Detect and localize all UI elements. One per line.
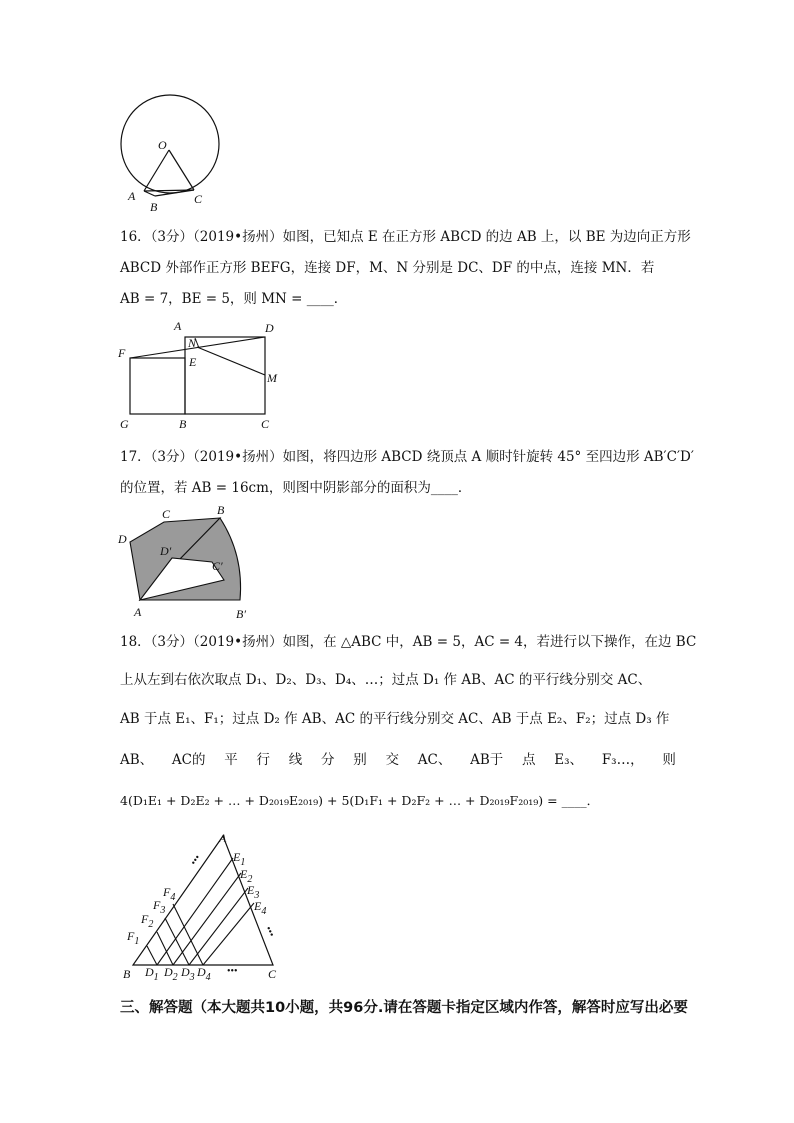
word: 分 [321, 752, 335, 768]
label-a: A [219, 831, 227, 845]
label-d4: $D_4$ [197, 965, 211, 983]
label-d: D [265, 321, 274, 335]
label-c: C [261, 417, 270, 430]
word: 交 [385, 752, 400, 768]
label-e4: $E_4$ [254, 899, 267, 917]
segment-d1f1 [147, 946, 157, 965]
q18-line3: AB 于点 E₁、F₁；过点 D₂ 作 AB、AC 的平行线分别交 AC、AB 于点 E₂、F₂；过点 D₃ 作 [120, 711, 670, 727]
word: AB、 [120, 752, 154, 768]
label-a: A [174, 320, 182, 333]
label-c: C [194, 192, 203, 206]
segment-d4f4 [173, 904, 203, 965]
label-g: G [120, 417, 129, 430]
circle-o [121, 95, 219, 193]
label-d3: $D_3$ [181, 965, 195, 983]
label-b: B [123, 967, 131, 981]
label-d1: $D_1$ [145, 965, 159, 983]
q17-line1: 17．（3分）（2019•扬州）如图，将四边形 ABCD 绕顶点 A 顺时针旋转 45° 至四边形 AB′C′D′ [120, 449, 694, 465]
word: 线 [288, 752, 303, 768]
figure-rotation [112, 500, 262, 625]
label-f3: $F_3$ [153, 898, 166, 916]
q18-line5: 4(D₁E₁ + D₂E₂ + … + D₂₀₁₉E₂₀₁₉) + 5(D₁F₁ + D₂F₂ + … + D₂₀₁₉F₂₀₁₉) = ____． [120, 793, 600, 808]
label-e1: $E_1$ [233, 850, 246, 868]
segment-ab [144, 191, 155, 196]
figure-circle-triangle [110, 92, 230, 214]
label-d: D [118, 532, 127, 546]
q18-line2: 上从左到右依次取点 D₁、D₂、D₃、D₄、…；过点 D₁ 作 AB、AC 的平行线分别交 AC、 [120, 672, 652, 688]
label-f: F [118, 346, 126, 360]
label-c-prime: C′ [212, 559, 223, 573]
dots-left: ••• [188, 852, 204, 868]
word: AC、 [417, 752, 452, 768]
dots-right: ••• [262, 924, 277, 939]
label-f1: $F_1$ [127, 929, 140, 947]
figure-triangle-parallels [115, 828, 295, 983]
label-e: E [189, 355, 197, 369]
label-c: C [268, 967, 277, 981]
segment-d4e4 [203, 903, 254, 965]
word: AC的 [171, 752, 206, 768]
q16-line3: AB = 7，BE = 5，则 MN = ____． [120, 291, 348, 307]
word: AB于 [470, 752, 504, 768]
label-b: B [179, 417, 187, 430]
figure-squares [115, 320, 295, 430]
segment-oc [169, 150, 194, 190]
segment-d2e2 [173, 873, 241, 965]
label-e3: $E_3$ [247, 883, 260, 901]
label-b-prime: B′ [236, 607, 246, 621]
label-b: B [150, 200, 158, 214]
label-a: A [134, 605, 142, 619]
word: 别 [353, 752, 367, 768]
word: 则 [662, 752, 676, 768]
label-f4: $F_4$ [163, 885, 176, 903]
section-heading: 三、解答题（本大题共10小题，共96分.请在答题卡指定区域内作答，解答时应写出必要 [120, 1000, 688, 1016]
square-abcd [185, 337, 265, 414]
segment-d2f2 [157, 932, 173, 965]
dots-bottom: ••• [227, 966, 238, 977]
word: F₃…， [601, 752, 644, 768]
segment-mn [197, 347, 265, 375]
word: 行 [256, 752, 271, 768]
q18-line1: 18．（3分）（2019•扬州）如图，在 △ABC 中，AB = 5，AC = 4，若进行以下操作，在边 BC [120, 634, 697, 650]
label-m: M [267, 371, 277, 385]
label-o: O [158, 138, 167, 152]
label-e2: $E_2$ [240, 867, 253, 885]
q17-line2: 的位置，若 AB = 16cm，则图中阴影部分的面积为____． [120, 480, 472, 496]
segment-oa [144, 150, 169, 191]
label-f2: $F_2$ [141, 912, 154, 930]
label-n: N [188, 336, 197, 350]
label-d-prime: D′ [160, 544, 172, 558]
word: 点 [522, 752, 536, 768]
label-d2: $D_2$ [164, 965, 178, 983]
word: 平 [224, 752, 238, 768]
square-befg [130, 358, 185, 414]
label-c: C [162, 507, 171, 521]
q18-line4 [120, 751, 676, 769]
q16-line2: ABCD 外部作正方形 BEFG，连接 DF，M、N 分别是 DC、DF 的中点，连接 MN．若 [120, 260, 655, 276]
q16-line1: 16．（3分）（2019•扬州）如图，已知点 E 在正方形 ABCD 的边 AB 上，以 BE 为边向正方形 [120, 229, 691, 245]
label-b: B [217, 503, 225, 517]
label-a: A [128, 189, 136, 203]
word: E₃、 [554, 752, 584, 768]
